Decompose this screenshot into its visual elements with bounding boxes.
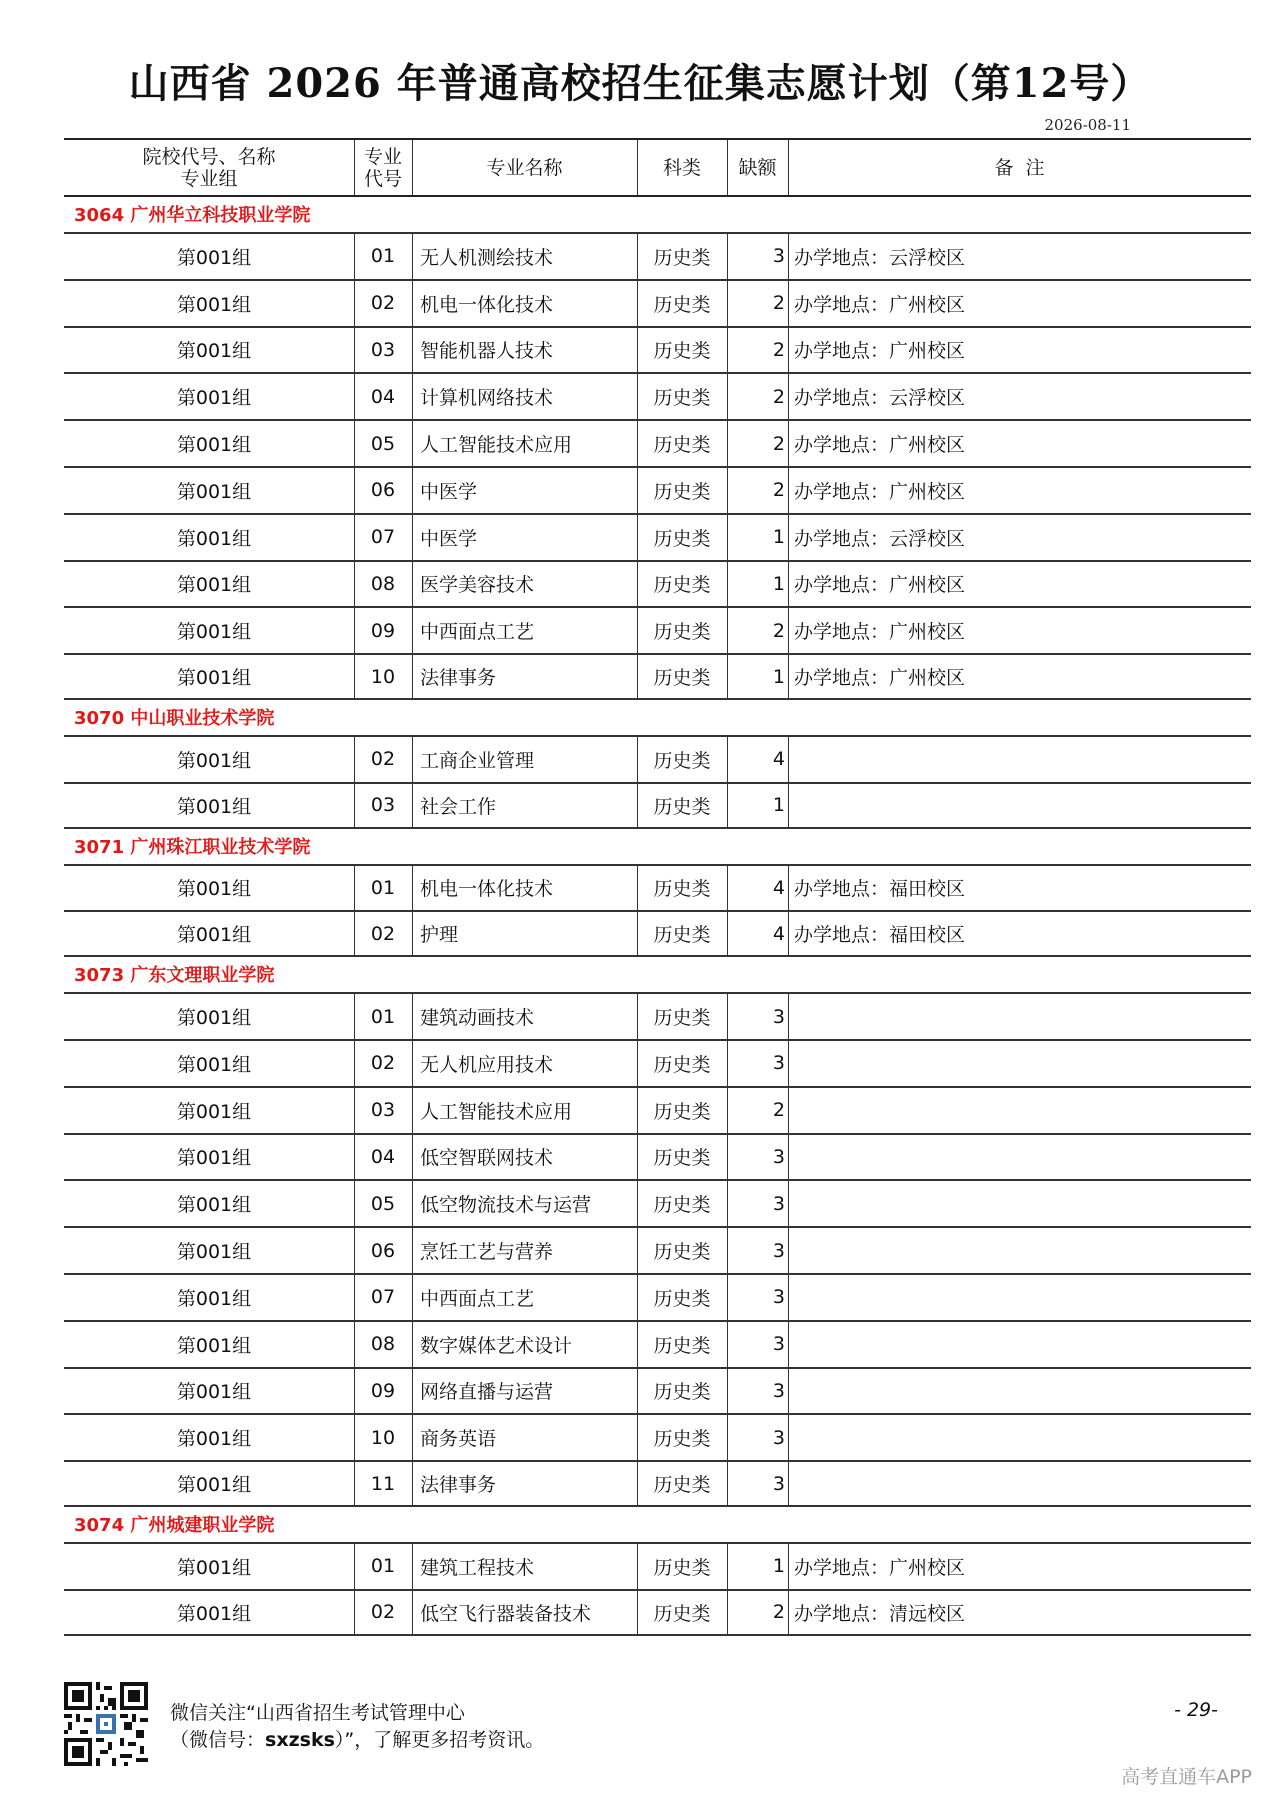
row-major-name: 护理 xyxy=(420,924,459,947)
row-category: 历史类 xyxy=(653,924,711,947)
row-note xyxy=(788,994,1251,1039)
row-major-code: 04 xyxy=(370,1145,396,1168)
row-note: 办学地点：广州校区 xyxy=(794,434,966,457)
row-note: 办学地点：福田校区 xyxy=(794,878,966,901)
row-group: 第001组 xyxy=(176,1334,252,1357)
row-group: 第001组 xyxy=(176,1474,252,1497)
row-vacancy: 2 xyxy=(772,1099,785,1122)
row-note: 办学地点：云浮校区 xyxy=(794,527,966,550)
row-major-name: 中医学 xyxy=(420,480,478,503)
table-row xyxy=(64,1226,1251,1273)
row-note xyxy=(788,1088,1251,1133)
row-vacancy: 1 xyxy=(772,794,785,817)
table-row xyxy=(64,1039,1251,1086)
row-major-name: 低空物流技术与运营 xyxy=(420,1194,592,1217)
row-major-name: 中西面点工艺 xyxy=(420,1287,535,1310)
row-major-code: 01 xyxy=(370,1005,396,1028)
row-major-code: 01 xyxy=(370,1555,396,1578)
row-major-name: 低空飞行器装备技术 xyxy=(420,1602,592,1625)
row-major-name: 法律事务 xyxy=(420,1474,497,1497)
row-major-code: 05 xyxy=(370,432,396,455)
row-category: 历史类 xyxy=(653,527,711,550)
table-row xyxy=(64,735,1251,782)
row-group: 第001组 xyxy=(176,293,252,316)
table-row xyxy=(64,1133,1251,1180)
row-major-code: 02 xyxy=(370,292,396,315)
table-row xyxy=(64,560,1251,607)
row-category: 历史类 xyxy=(653,667,711,690)
qr-code-icon xyxy=(64,1682,148,1766)
row-note: 办学地点：福田校区 xyxy=(794,924,966,947)
row-category: 历史类 xyxy=(653,480,711,503)
row-major-code: 08 xyxy=(370,1333,396,1356)
row-vacancy: 3 xyxy=(772,1052,785,1075)
row-vacancy: 2 xyxy=(772,292,785,315)
header-group-line1: 院校代号、名称 xyxy=(142,145,276,168)
row-note: 办学地点：云浮校区 xyxy=(794,246,966,269)
row-major-code: 11 xyxy=(370,1472,396,1495)
table-header xyxy=(64,138,1251,197)
table-row xyxy=(64,279,1251,326)
table-row xyxy=(64,372,1251,419)
row-vacancy: 3 xyxy=(772,1239,785,1262)
row-vacancy: 3 xyxy=(772,1472,785,1495)
page-title: 山西省 2026 年普通高校招生征集志愿计划（第12号） xyxy=(128,60,1152,107)
row-group: 第001组 xyxy=(176,1147,252,1170)
row-category: 历史类 xyxy=(653,1100,711,1123)
footer-line1: 微信关注“山西省招生考试管理中心 xyxy=(170,1702,465,1724)
table-row xyxy=(64,1542,1251,1589)
row-group: 第001组 xyxy=(176,667,252,690)
table-row xyxy=(64,1273,1251,1320)
plan-table xyxy=(64,138,1251,1636)
table-row xyxy=(64,606,1251,653)
row-category: 历史类 xyxy=(653,1428,711,1451)
row-vacancy: 1 xyxy=(772,572,785,595)
school-heading: 3071 广州珠江职业技术学院 xyxy=(74,836,311,858)
table-row xyxy=(64,992,1251,1039)
row-category: 历史类 xyxy=(653,1053,711,1076)
row-note: 办学地点：清远校区 xyxy=(794,1602,966,1625)
row-major-name: 智能机器人技术 xyxy=(420,340,554,363)
row-vacancy: 4 xyxy=(772,922,785,945)
header-group xyxy=(64,140,354,195)
row-category: 历史类 xyxy=(653,574,711,597)
header-code xyxy=(354,140,412,195)
row-category: 历史类 xyxy=(653,1556,711,1579)
row-note: 办学地点：云浮校区 xyxy=(794,387,966,410)
row-note xyxy=(788,1369,1251,1414)
row-category: 历史类 xyxy=(653,434,711,457)
table-row xyxy=(64,653,1251,700)
row-note xyxy=(788,1041,1251,1086)
row-major-code: 06 xyxy=(370,479,396,502)
row-group: 第001组 xyxy=(176,878,252,901)
row-major-name: 建筑工程技术 xyxy=(420,1556,535,1579)
table-row xyxy=(64,1589,1251,1636)
row-category: 历史类 xyxy=(653,340,711,363)
row-note xyxy=(788,1322,1251,1367)
header-vacancy: 缺额 xyxy=(738,156,777,179)
table-row xyxy=(64,1086,1251,1133)
row-major-name: 医学美容技术 xyxy=(420,574,535,597)
row-category: 历史类 xyxy=(653,1602,711,1625)
row-major-code: 03 xyxy=(370,794,396,817)
row-major-name: 机电一体化技术 xyxy=(420,878,554,901)
row-vacancy: 3 xyxy=(772,245,785,268)
row-vacancy: 2 xyxy=(772,432,785,455)
row-group: 第001组 xyxy=(176,1602,252,1625)
row-note: 办学地点：广州校区 xyxy=(794,574,966,597)
row-vacancy: 1 xyxy=(772,665,785,688)
row-major-name: 商务英语 xyxy=(420,1428,497,1451)
row-category: 历史类 xyxy=(653,1241,711,1264)
row-major-code: 03 xyxy=(370,338,396,361)
footer-line2 xyxy=(170,1727,544,1754)
row-note: 办学地点：广州校区 xyxy=(794,480,966,503)
row-vacancy: 2 xyxy=(772,619,785,642)
school-heading: 3073 广东文理职业学院 xyxy=(74,965,275,987)
row-major-code: 10 xyxy=(370,665,396,688)
row-major-name: 建筑动画技术 xyxy=(420,1007,535,1030)
row-note: 办学地点：广州校区 xyxy=(794,667,966,690)
row-category: 历史类 xyxy=(653,1007,711,1030)
row-major-name: 人工智能技术应用 xyxy=(420,434,573,457)
row-major-code: 02 xyxy=(370,922,396,945)
table-row xyxy=(64,232,1251,279)
row-major-code: 07 xyxy=(370,526,396,549)
row-group: 第001组 xyxy=(176,387,252,410)
row-vacancy: 1 xyxy=(772,1555,785,1578)
row-category: 历史类 xyxy=(653,1147,711,1170)
table-body xyxy=(64,197,1251,1636)
row-group: 第001组 xyxy=(176,621,252,644)
row-group: 第001组 xyxy=(176,795,252,818)
row-major-name: 计算机网络技术 xyxy=(420,387,554,410)
row-major-name: 数字媒体艺术设计 xyxy=(420,1334,573,1357)
row-major-name: 无人机应用技术 xyxy=(420,1053,554,1076)
row-vacancy: 3 xyxy=(772,1286,785,1309)
row-group: 第001组 xyxy=(176,1053,252,1076)
row-category: 历史类 xyxy=(653,1381,711,1404)
row-major-code: 02 xyxy=(370,1601,396,1624)
row-category: 历史类 xyxy=(653,1334,711,1357)
row-note: 办学地点：广州校区 xyxy=(794,1556,966,1579)
row-vacancy: 2 xyxy=(772,479,785,502)
row-note xyxy=(788,1462,1251,1505)
row-major-code: 02 xyxy=(370,1052,396,1075)
table-row xyxy=(64,910,1251,957)
row-note xyxy=(788,1415,1251,1460)
table-row xyxy=(64,864,1251,911)
row-category: 历史类 xyxy=(653,293,711,316)
row-vacancy: 3 xyxy=(772,1379,785,1402)
table-row xyxy=(64,513,1251,560)
row-major-name: 无人机测绘技术 xyxy=(420,246,554,269)
header-group-line2: 专业组 xyxy=(180,167,238,190)
row-vacancy: 2 xyxy=(772,385,785,408)
row-vacancy: 4 xyxy=(772,748,785,771)
row-note xyxy=(788,737,1251,782)
row-major-code: 07 xyxy=(370,1286,396,1309)
row-note xyxy=(788,1275,1251,1320)
row-category: 历史类 xyxy=(653,749,711,772)
table-row xyxy=(64,326,1251,373)
row-group: 第001组 xyxy=(176,527,252,550)
row-major-code: 04 xyxy=(370,385,396,408)
row-group: 第001组 xyxy=(176,480,252,503)
row-vacancy: 2 xyxy=(772,1601,785,1624)
row-major-code: 08 xyxy=(370,572,396,595)
header-code-line2: 代号 xyxy=(363,167,402,190)
row-category: 历史类 xyxy=(653,387,711,410)
row-vacancy: 2 xyxy=(772,338,785,361)
row-vacancy: 1 xyxy=(772,526,785,549)
row-category: 历史类 xyxy=(653,878,711,901)
row-note: 办学地点：广州校区 xyxy=(794,621,966,644)
row-group: 第001组 xyxy=(176,1556,252,1579)
table-row xyxy=(64,782,1251,829)
row-group: 第001组 xyxy=(176,1100,252,1123)
row-note xyxy=(788,1181,1251,1226)
row-vacancy: 4 xyxy=(772,876,785,899)
table-row xyxy=(64,1460,1251,1507)
header-note: 备 注 xyxy=(994,156,1045,179)
school-heading: 3064 广州华立科技职业学院 xyxy=(74,205,311,226)
table-row xyxy=(64,1320,1251,1367)
wechat-id: sxzsks xyxy=(265,1729,335,1751)
header-major: 专业名称 xyxy=(486,156,563,179)
row-category: 历史类 xyxy=(653,1194,711,1217)
row-vacancy: 3 xyxy=(772,1005,785,1028)
table-row xyxy=(64,419,1251,466)
row-major-code: 01 xyxy=(370,876,396,899)
row-group: 第001组 xyxy=(176,1007,252,1030)
row-major-name: 工商企业管理 xyxy=(420,749,535,772)
row-major-code: 03 xyxy=(370,1099,396,1122)
row-note xyxy=(788,1135,1251,1180)
row-note xyxy=(788,784,1251,827)
row-group: 第001组 xyxy=(176,1287,252,1310)
row-major-name: 人工智能技术应用 xyxy=(420,1100,573,1123)
row-group: 第001组 xyxy=(176,246,252,269)
header-category: 科类 xyxy=(662,156,701,179)
footer-line2-suffix: ）”，了解更多招考资讯。 xyxy=(334,1729,545,1751)
row-vacancy: 3 xyxy=(772,1145,785,1168)
footer-notice xyxy=(170,1700,544,1754)
row-group: 第001组 xyxy=(176,1381,252,1404)
row-category: 历史类 xyxy=(653,246,711,269)
row-vacancy: 3 xyxy=(772,1333,785,1356)
row-major-code: 10 xyxy=(370,1426,396,1449)
row-major-name: 低空智联网技术 xyxy=(420,1147,554,1170)
row-major-code: 09 xyxy=(370,1379,396,1402)
row-major-code: 05 xyxy=(370,1192,396,1215)
header-code-line1: 专业 xyxy=(363,145,402,168)
row-group: 第001组 xyxy=(176,1241,252,1264)
row-major-name: 烹饪工艺与营养 xyxy=(420,1241,554,1264)
row-major-name: 中医学 xyxy=(420,527,478,550)
row-group: 第001组 xyxy=(176,434,252,457)
row-major-code: 06 xyxy=(370,1239,396,1262)
school-heading: 3074 广州城建职业学院 xyxy=(74,1514,275,1536)
row-major-name: 网络直播与运营 xyxy=(420,1381,554,1404)
footer-line2-prefix: （微信号： xyxy=(170,1729,266,1751)
row-category: 历史类 xyxy=(653,795,711,818)
row-major-name: 法律事务 xyxy=(420,667,497,690)
row-major-name: 中西面点工艺 xyxy=(420,621,535,644)
row-category: 历史类 xyxy=(653,1287,711,1310)
row-major-name: 社会工作 xyxy=(420,795,497,818)
row-note: 办学地点：广州校区 xyxy=(794,340,966,363)
table-row xyxy=(64,1413,1251,1460)
row-category: 历史类 xyxy=(653,621,711,644)
row-major-name: 机电一体化技术 xyxy=(420,293,554,316)
row-major-code: 09 xyxy=(370,619,396,642)
row-group: 第001组 xyxy=(176,340,252,363)
table-row xyxy=(64,466,1251,513)
row-category: 历史类 xyxy=(653,1474,711,1497)
watermark: 高考直通车APP xyxy=(1121,1766,1252,1788)
row-vacancy: 3 xyxy=(772,1426,785,1449)
row-note: 办学地点：广州校区 xyxy=(794,293,966,316)
row-note xyxy=(788,1228,1251,1273)
row-major-code: 02 xyxy=(370,748,396,771)
row-group: 第001组 xyxy=(176,1194,252,1217)
issue-date: 2026-08-11 xyxy=(1044,116,1131,134)
row-vacancy: 3 xyxy=(772,1192,785,1215)
school-heading: 3070 中山职业技术学院 xyxy=(74,707,275,729)
page-number: - 29- xyxy=(1174,1699,1218,1721)
row-group: 第001组 xyxy=(176,1428,252,1451)
row-group: 第001组 xyxy=(176,749,252,772)
row-group: 第001组 xyxy=(176,574,252,597)
row-major-code: 01 xyxy=(370,245,396,268)
table-row xyxy=(64,1179,1251,1226)
table-row xyxy=(64,1367,1251,1414)
row-group: 第001组 xyxy=(176,924,252,947)
